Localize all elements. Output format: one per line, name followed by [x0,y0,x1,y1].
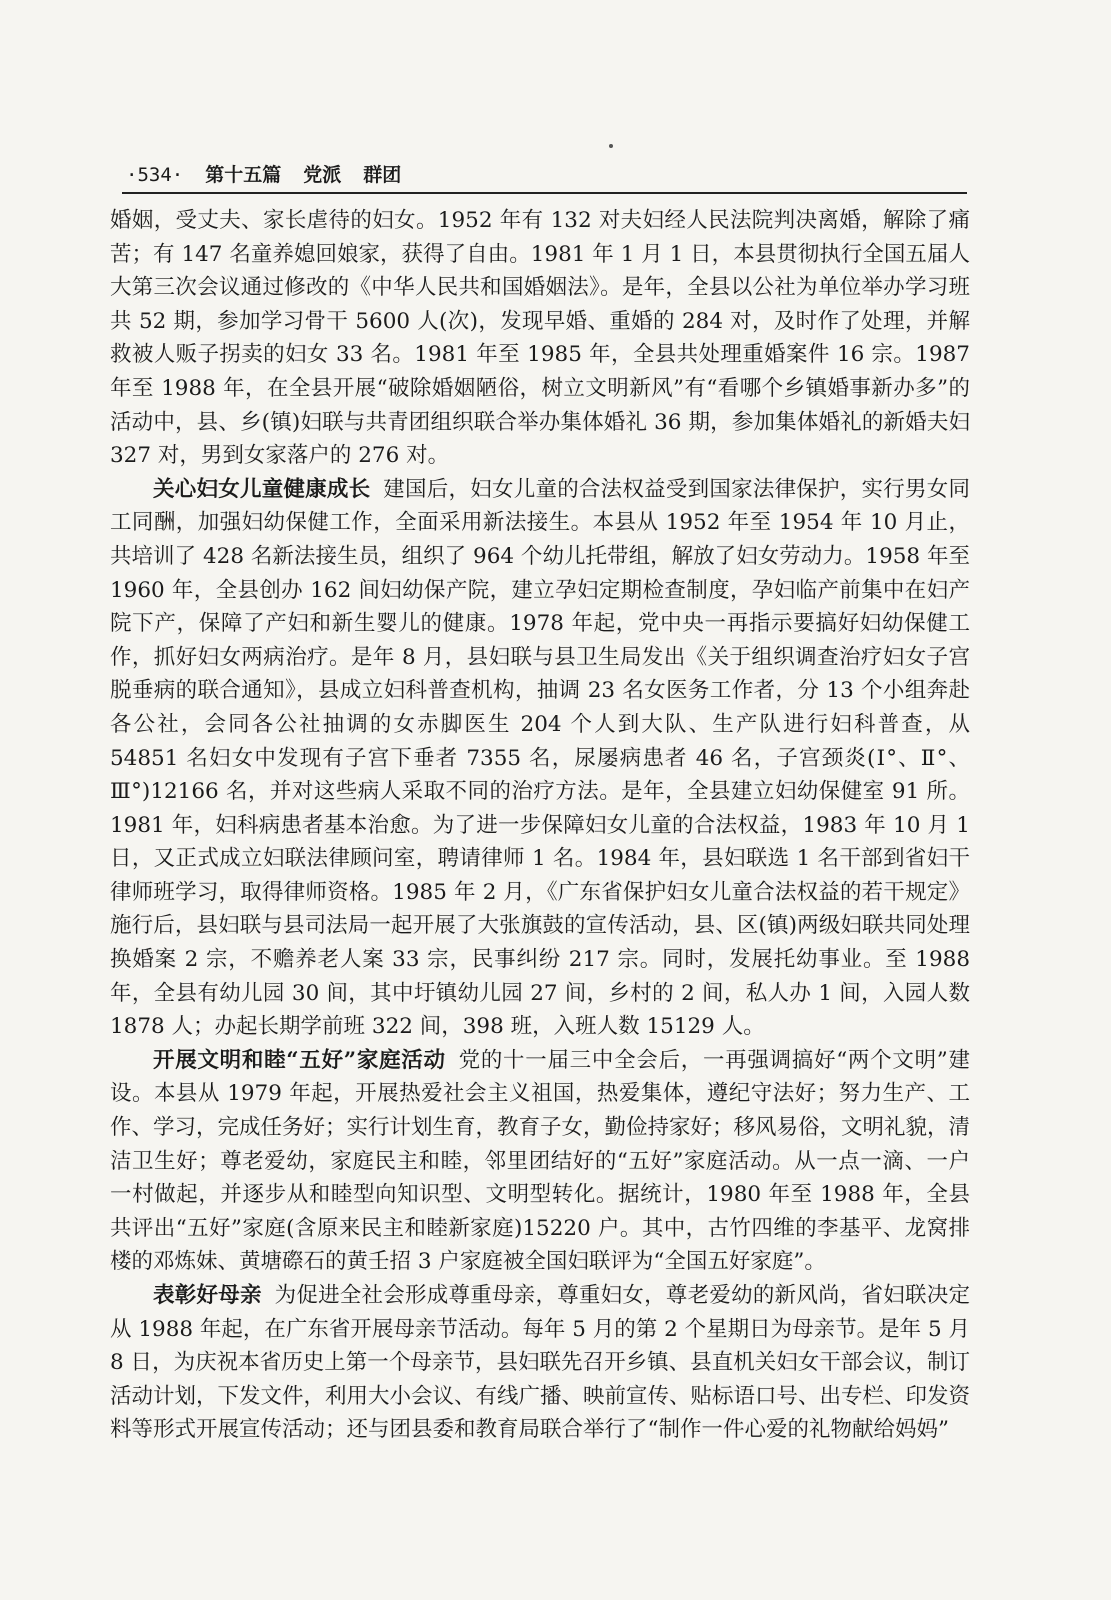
paragraph-text: 为促进全社会形成尊重母亲，尊重妇女，尊老爱幼的新风尚，省妇联决定从 1988 年起，在广东省开展母亲节活动。每年 5 月的第 2 个星期日为母亲节。是年 5 月 8 日，为庆祝本省历史上第一个母亲节，县妇联先召开乡镇、县直机关妇女干部会议，制订活动计划，下发文件，利用大小会议、有线广播、映前宣传、贴标语口号、出专栏、印发资料等形式开展宣传活动；还与团县委和教育局联合举行了“制作一件心爱的礼物献给妈妈” [110,1283,971,1443]
part-title: 第十五篇 [205,164,282,186]
paragraph-text: 建国后，妇女儿童的合法权益受到国家法律保护，实行男女同工同酬，加强妇幼保健工作，全面采用新法接生。本县从 1952 年至 1954 年 10 月止，共培训了 428 名新法接生员，组织了 964 个幼儿托带组，解放了妇女劳动力。1958 年至 1960 年，全县创办 162 间妇幼保产院，建立孕妇定期检查制度，孕妇临产前集中在妇产院下产，保障了产妇和新生婴儿的健康。1978 年起，党中央一再指示要搞好妇幼保健工作，抓好妇女两病治疗。是年 8 月，县妇联与县卫生局发出《关于组织调查治疗妇女子宫脱垂病的联合通知》，县成立妇科普查机构，抽调 23 名女医务工作者，分 13 个小组奔赴各公社，会同各公社抽调的女赤脚医生 204 个人到大队、生产队进行妇科普查，从 54851 名妇女中发现有子宫下垂者 7355 名，尿屡病患者 46 名，子宫颈炎(Ⅰ°、Ⅱ°、Ⅲ°)12166 名，并对这些病人采取不同的治疗方法。是年，全县建立妇幼保健室 91 所。1981 年，妇科病患者基本治愈。为了进一步保障妇女儿童的合法权益，1983 年 10 月 1 日，又正式成立妇联法律顾问室，聘请律师 1 名。1984 年，县妇联选 1 名干部到省妇干律师班学习，取得律师资格。1985 年 2 月，《广东省保护妇女儿童合法权益的若干规定》施行后，县妇联与县司法局一起开展了大张旗鼓的宣传活动，县、区(镇)两级妇联共同处理换婚案 2 宗，不赡养老人案 33 宗，民事纠纷 217 宗。同时，发展托幼事业。至 1988 年，全县有幼儿园 30 间，其中圩镇幼儿园 27 间，乡村的 2 间，私人办 1 间，入园人数 1878 人；办起长期学前班 322 间，398 班，入班人数 15129 人。 [110,476,970,1040]
paragraph-heading: 表彰好母亲 [153,1283,262,1308]
paragraph-text: 党的十一届三中全会后，一再强调搞好“两个文明”建设。本县从 1979 年起，开展热爱社会主义祖国，热爱集体，遵纪守法好；努力生产、工作、学习，完成任务好；实行计划生育，教育子女，勤俭持家好；移风易俗，文明礼貌，清洁卫生好；尊老爱幼，家庭民主和睦，邻里团结好的“五好”家庭活动。从一点一滴、一户一村做起，并逐步从和睦型向知识型、文明型转化。据统计，1980 年至 1988 年，全县共评出“五好”家庭(含原来民主和睦新家庭)15220 户。其中，古竹四维的李基平、龙窝排楼的邓炼妹、黄塘磜石的黄壬招 3 户家庭被全国妇联评为“全国五好家庭”。 [110,1047,971,1275]
scan-speck [609,144,613,148]
page-number: ·534· [126,164,184,186]
paragraph-heading: 关心妇女儿童健康成长 [153,476,371,502]
section-title-1: 党派 [303,164,342,186]
paragraph-continued [110,204,970,473]
paragraph-text: 婚姻，受丈夫、家长虐待的妇女。1952 年有 132 对夫妇经人民法院判决离婚，解除了痛苦；有 147 名童养媳回娘家，获得了自由。1981 年 1 月 1 日，本县贯彻执行全国五届人大第三次会议通过修改的《中华人民共和国婚姻法》。是年，全县以公社为单位举办学习班共 52 期，参加学习骨干 5600 人(次)，发现早婚、重婚的 284 对，及时作了处理，并解救被人贩子拐卖的妇女 33 名。1981 年至 1985 年，全县共处理重婚案件 16 宗。1987 年至 1988 年，在全县开展“破除婚姻陋俗，树立文明新风”有“看哪个乡镇婚事新办多”的活动中，县、乡(镇)妇联与共青团组织联合举办集体婚礼 36 期，参加集体婚礼的新婚夫妇 327 对，男到女家落户的 276 对。 [110,208,970,469]
paragraph-good-mothers [110,1279,970,1447]
paragraph-health [110,473,970,1044]
paragraph-heading: 开展文明和睦“五好”家庭活动 [153,1047,446,1073]
running-header [126,160,966,190]
section-title-2: 群团 [363,164,402,186]
page-body [110,204,970,1447]
paragraph-five-good-families [110,1044,970,1279]
header-rule [122,192,967,194]
